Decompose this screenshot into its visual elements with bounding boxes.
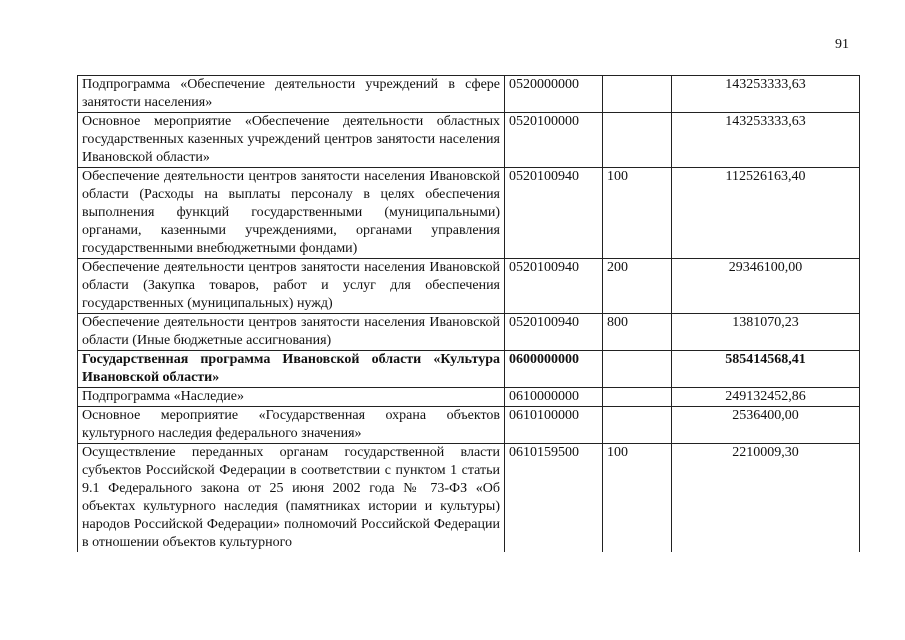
row-expense-type: 200 [603,259,672,314]
row-name: Основное мероприятие «Обеспечение деятельности областных государственных казенных учреждений центров занятости населения Ивановской области» [78,113,505,168]
row-code: 0520100000 [505,113,603,168]
row-expense-type [603,113,672,168]
row-name: Подпрограмма «Наследие» [78,388,505,407]
budget-table [77,75,860,552]
table-row-program [78,351,860,388]
row-expense-type [603,407,672,444]
row-sum: 2210009,30 [672,444,860,553]
row-code: 0610100000 [505,407,603,444]
row-sum: 112526163,40 [672,168,860,259]
row-sum: 249132452,86 [672,388,860,407]
row-name: Обеспечение деятельности центров занятости населения Ивановской области (Иные бюджетные ассигнования) [78,314,505,351]
table-row [78,113,860,168]
row-name: Обеспечение деятельности центров занятости населения Ивановской области (Закупка товаров, работ и услуг для обеспечения государственных (муниципальных) нужд) [78,259,505,314]
row-expense-type: 800 [603,314,672,351]
row-expense-type [603,351,672,388]
row-name: Осуществление переданных органам государственной власти субъектов Российской Федерации в соответствии с пунктом 1 статьи 9.1 Федерального закона от 25 июня 2002 года № 73-ФЗ «Об объектах культурного наследия (памятниках истории и культуры) народов Российской Федерации» полномочий Российской Федерации в отношении объектов культурного [78,444,505,553]
table-row [78,388,860,407]
row-name: Государственная программа Ивановской области «Культура Ивановской области» [78,351,505,388]
row-name: Основное мероприятие «Государственная охрана объектов культурного наследия федерального значения» [78,407,505,444]
row-sum: 29346100,00 [672,259,860,314]
row-expense-type: 100 [603,444,672,553]
table-row [78,314,860,351]
row-code: 0520000000 [505,76,603,113]
row-sum: 585414568,41 [672,351,860,388]
row-code: 0520100940 [505,314,603,351]
page-number: 91 [835,37,849,52]
table-row [78,76,860,113]
row-sum: 143253333,63 [672,113,860,168]
row-sum: 2536400,00 [672,407,860,444]
table-row [78,407,860,444]
row-code: 0610159500 [505,444,603,553]
row-expense-type [603,76,672,113]
row-code: 0600000000 [505,351,603,388]
row-code: 0520100940 [505,168,603,259]
table-row [78,259,860,314]
row-name: Подпрограмма «Обеспечение деятельности учреждений в сфере занятости населения» [78,76,505,113]
row-sum: 143253333,63 [672,76,860,113]
row-sum: 1381070,23 [672,314,860,351]
row-name: Обеспечение деятельности центров занятости населения Ивановской области (Расходы на выплаты персоналу в целях обеспечения выполнения функций государственными (муниципальными) органами, казенными учреждениями, органами управления государственными внебюджетными фондами) [78,168,505,259]
row-code: 0610000000 [505,388,603,407]
table-row [78,168,860,259]
table-row [78,444,860,553]
row-expense-type: 100 [603,168,672,259]
row-expense-type [603,388,672,407]
row-code: 0520100940 [505,259,603,314]
